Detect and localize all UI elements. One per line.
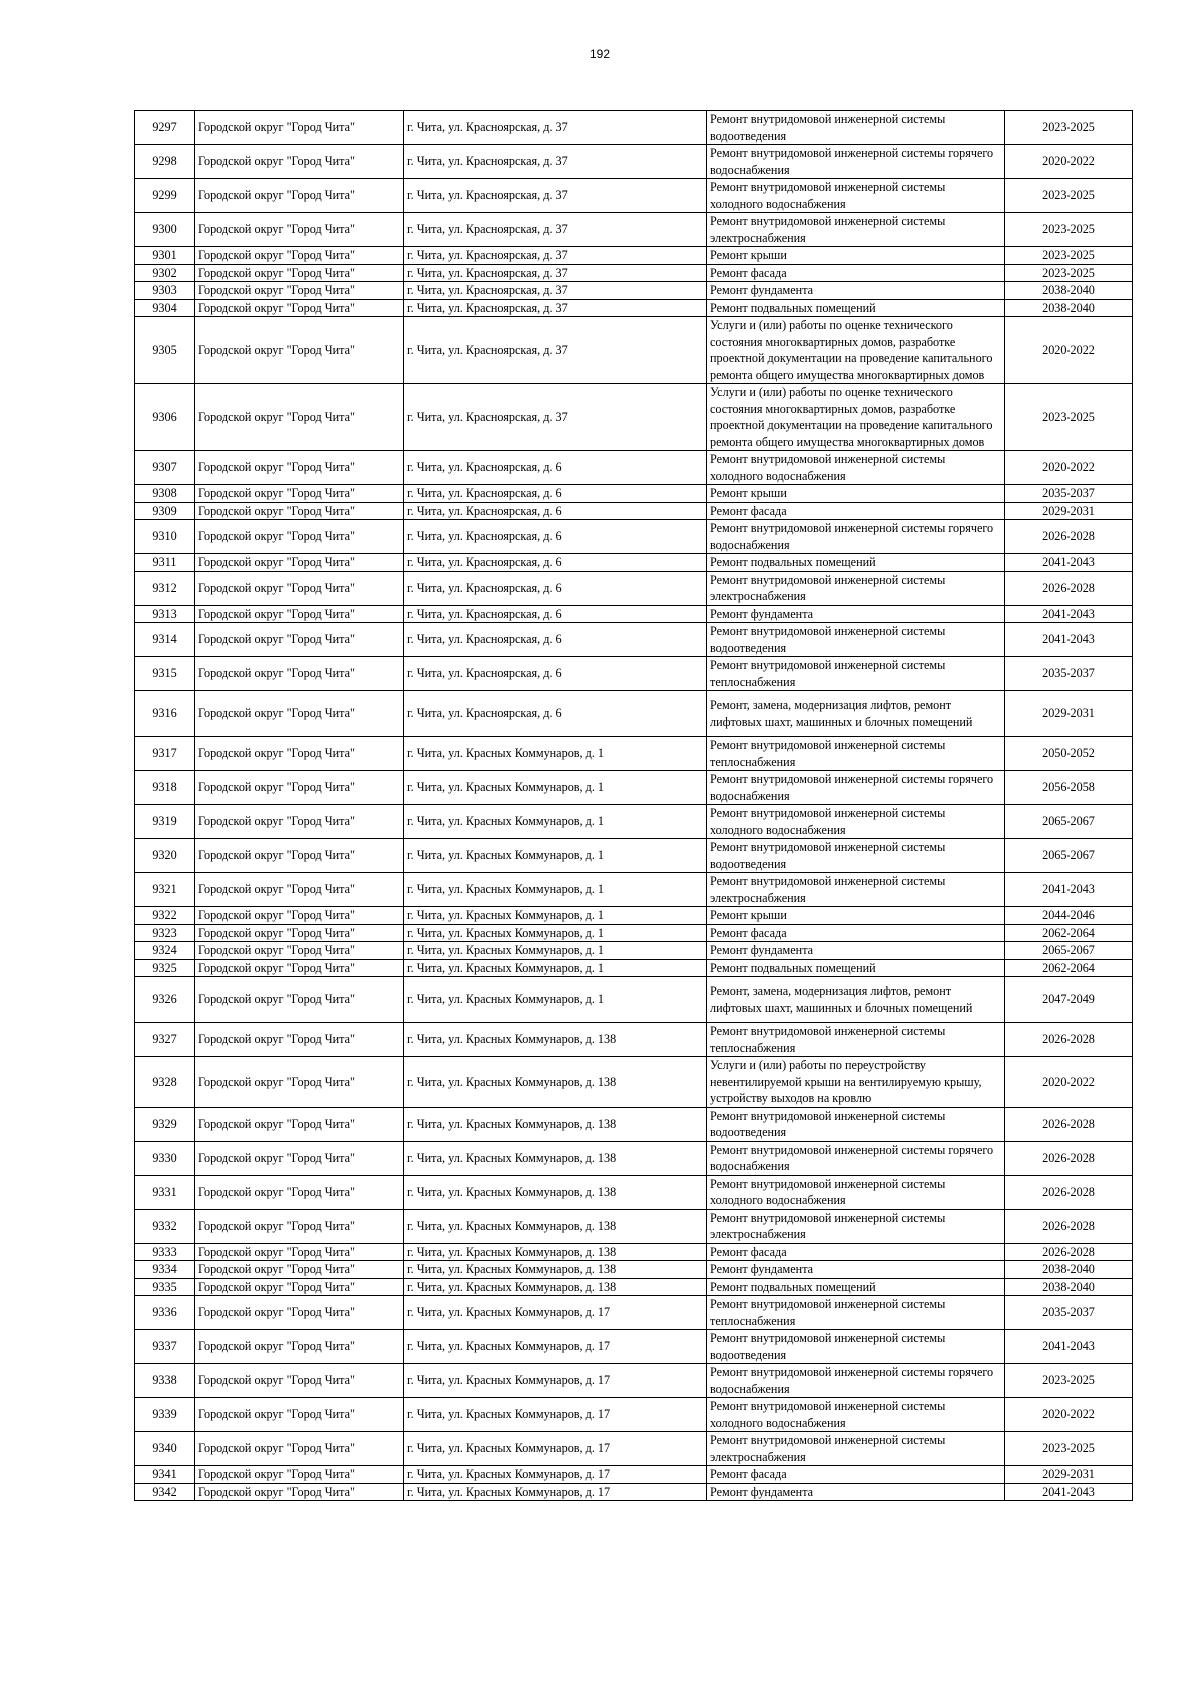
table-row: [135, 605, 1133, 623]
cell-period: 2020-2022: [1005, 145, 1133, 179]
cell-work-type: Ремонт внутридомовой инженерной системы горячего водоснабжения: [707, 1141, 1005, 1175]
table-row: [135, 1107, 1133, 1141]
cell-work-type: Ремонт внутридомовой инженерной системы электроснабжения: [707, 213, 1005, 247]
cell-address: г. Чита, ул. Красных Коммунаров, д. 17: [404, 1296, 707, 1330]
cell-period: 2026-2028: [1005, 520, 1133, 554]
table-row: [135, 1330, 1133, 1364]
cell-work-type: Ремонт внутридомовой инженерной системы водоотведения: [707, 111, 1005, 145]
cell-address: г. Чита, ул. Красноярская, д. 6: [404, 485, 707, 503]
cell-work-type: Ремонт подвальных помещений: [707, 1278, 1005, 1296]
cell-period: 2065-2067: [1005, 839, 1133, 873]
cell-work-type: Ремонт внутридомовой инженерной системы водоотведения: [707, 623, 1005, 657]
cell-period: 2056-2058: [1005, 771, 1133, 805]
table-row: [135, 317, 1133, 384]
cell-address: г. Чита, ул. Красноярская, д. 6: [404, 520, 707, 554]
cell-number: 9315: [135, 657, 195, 691]
cell-period: 2023-2025: [1005, 264, 1133, 282]
cell-number: 9328: [135, 1057, 195, 1108]
cell-address: г. Чита, ул. Красноярская, д. 6: [404, 657, 707, 691]
cell-municipality: Городской округ "Город Чита": [195, 1330, 404, 1364]
cell-municipality: Городской округ "Город Чита": [195, 1296, 404, 1330]
table-row: [135, 485, 1133, 503]
cell-number: 9323: [135, 924, 195, 942]
cell-period: 2038-2040: [1005, 1261, 1133, 1279]
cell-period: 2050-2052: [1005, 737, 1133, 771]
cell-number: 9336: [135, 1296, 195, 1330]
cell-number: 9339: [135, 1398, 195, 1432]
cell-number: 9307: [135, 451, 195, 485]
cell-address: г. Чита, ул. Красноярская, д. 6: [404, 623, 707, 657]
cell-municipality: Городской округ "Город Чита": [195, 657, 404, 691]
cell-municipality: Городской округ "Город Чита": [195, 384, 404, 451]
cell-address: г. Чита, ул. Красных Коммунаров, д. 1: [404, 907, 707, 925]
cell-address: г. Чита, ул. Красных Коммунаров, д. 1: [404, 805, 707, 839]
table-row: [135, 924, 1133, 942]
cell-municipality: Городской округ "Город Чита": [195, 1483, 404, 1501]
cell-work-type: Ремонт внутридомовой инженерной системы холодного водоснабжения: [707, 1398, 1005, 1432]
cell-work-type: Ремонт внутридомовой инженерной системы электроснабжения: [707, 571, 1005, 605]
cell-municipality: Городской округ "Город Чита": [195, 942, 404, 960]
table-body: [135, 111, 1133, 1501]
cell-number: 9314: [135, 623, 195, 657]
cell-municipality: Городской округ "Город Чита": [195, 924, 404, 942]
cell-address: г. Чита, ул. Красноярская, д. 6: [404, 451, 707, 485]
cell-period: 2062-2064: [1005, 924, 1133, 942]
cell-work-type: Ремонт внутридомовой инженерной системы холодного водоснабжения: [707, 451, 1005, 485]
cell-period: 2044-2046: [1005, 907, 1133, 925]
cell-work-type: Ремонт внутридомовой инженерной системы теплоснабжения: [707, 737, 1005, 771]
cell-number: 9341: [135, 1466, 195, 1484]
cell-work-type: Услуги и (или) работы по оценке технического состояния многоквартирных домов, разработке проектной документации на проведение капитального ремонта общего имущества многоквартирных домов: [707, 317, 1005, 384]
cell-municipality: Городской округ "Город Чита": [195, 1364, 404, 1398]
cell-municipality: Городской округ "Город Чита": [195, 111, 404, 145]
cell-period: 2023-2025: [1005, 213, 1133, 247]
table-row: [135, 264, 1133, 282]
cell-number: 9304: [135, 299, 195, 317]
table-row: [135, 623, 1133, 657]
cell-municipality: Городской округ "Город Чита": [195, 605, 404, 623]
cell-period: 2029-2031: [1005, 1466, 1133, 1484]
cell-municipality: Городской округ "Город Чита": [195, 1057, 404, 1108]
cell-work-type: Ремонт фасада: [707, 502, 1005, 520]
cell-period: 2023-2025: [1005, 384, 1133, 451]
cell-municipality: Городской округ "Город Чита": [195, 213, 404, 247]
cell-period: 2041-2043: [1005, 605, 1133, 623]
cell-address: г. Чита, ул. Красных Коммунаров, д. 1: [404, 942, 707, 960]
cell-municipality: Городской округ "Город Чита": [195, 1398, 404, 1432]
cell-period: 2065-2067: [1005, 942, 1133, 960]
table-row: [135, 805, 1133, 839]
cell-number: 9320: [135, 839, 195, 873]
table-row: [135, 1466, 1133, 1484]
table-row: [135, 959, 1133, 977]
cell-work-type: Ремонт внутридомовой инженерной системы электроснабжения: [707, 873, 1005, 907]
cell-period: 2020-2022: [1005, 1057, 1133, 1108]
cell-address: г. Чита, ул. Красных Коммунаров, д. 138: [404, 1261, 707, 1279]
cell-address: г. Чита, ул. Красных Коммунаров, д. 1: [404, 873, 707, 907]
table-row: [135, 1278, 1133, 1296]
table-row: [135, 1296, 1133, 1330]
cell-address: г. Чита, ул. Красных Коммунаров, д. 1: [404, 977, 707, 1023]
cell-number: 9337: [135, 1330, 195, 1364]
cell-period: 2020-2022: [1005, 1398, 1133, 1432]
cell-municipality: Городской округ "Город Чита": [195, 1175, 404, 1209]
cell-address: г. Чита, ул. Красных Коммунаров, д. 17: [404, 1398, 707, 1432]
cell-period: 2029-2031: [1005, 502, 1133, 520]
cell-address: г. Чита, ул. Красных Коммунаров, д. 17: [404, 1364, 707, 1398]
cell-municipality: Городской округ "Город Чита": [195, 1432, 404, 1466]
cell-work-type: Ремонт крыши: [707, 485, 1005, 503]
table-row: [135, 657, 1133, 691]
cell-period: 2026-2028: [1005, 1023, 1133, 1057]
cell-period: 2023-2025: [1005, 247, 1133, 265]
cell-municipality: Городской округ "Город Чита": [195, 299, 404, 317]
cell-work-type: Ремонт внутридомовой инженерной системы водоотведения: [707, 1330, 1005, 1364]
cell-work-type: Ремонт фасада: [707, 264, 1005, 282]
cell-work-type: Ремонт подвальных помещений: [707, 554, 1005, 572]
cell-address: г. Чита, ул. Красных Коммунаров, д. 17: [404, 1330, 707, 1364]
cell-work-type: Ремонт фасада: [707, 1466, 1005, 1484]
cell-work-type: Ремонт внутридомовой инженерной системы электроснабжения: [707, 1432, 1005, 1466]
cell-municipality: Городской округ "Город Чита": [195, 1261, 404, 1279]
cell-municipality: Городской округ "Город Чита": [195, 1209, 404, 1243]
cell-number: 9299: [135, 179, 195, 213]
table-row: [135, 111, 1133, 145]
cell-work-type: Ремонт внутридомовой инженерной системы холодного водоснабжения: [707, 179, 1005, 213]
cell-work-type: Ремонт внутридомовой инженерной системы теплоснабжения: [707, 1296, 1005, 1330]
cell-address: г. Чита, ул. Красных Коммунаров, д. 17: [404, 1432, 707, 1466]
cell-address: г. Чита, ул. Красноярская, д. 37: [404, 384, 707, 451]
cell-number: 9306: [135, 384, 195, 451]
cell-work-type: Ремонт внутридомовой инженерной системы теплоснабжения: [707, 1023, 1005, 1057]
cell-number: 9326: [135, 977, 195, 1023]
table-row: [135, 571, 1133, 605]
cell-period: 2026-2028: [1005, 1141, 1133, 1175]
table-row: [135, 1243, 1133, 1261]
table-row: [135, 691, 1133, 737]
cell-address: г. Чита, ул. Красноярская, д. 37: [404, 317, 707, 384]
cell-number: 9334: [135, 1261, 195, 1279]
cell-period: 2023-2025: [1005, 1364, 1133, 1398]
cell-period: 2047-2049: [1005, 977, 1133, 1023]
cell-period: 2035-2037: [1005, 657, 1133, 691]
cell-municipality: Городской округ "Город Чита": [195, 485, 404, 503]
table-row: [135, 145, 1133, 179]
cell-address: г. Чита, ул. Красноярская, д. 37: [404, 247, 707, 265]
cell-work-type: Ремонт крыши: [707, 247, 1005, 265]
cell-period: 2026-2028: [1005, 1175, 1133, 1209]
table-row: [135, 771, 1133, 805]
cell-number: 9303: [135, 282, 195, 300]
cell-number: 9321: [135, 873, 195, 907]
cell-work-type: Ремонт внутридомовой инженерной системы холодного водоснабжения: [707, 1175, 1005, 1209]
table-row: [135, 502, 1133, 520]
cell-address: г. Чита, ул. Красноярская, д. 37: [404, 111, 707, 145]
table-row: [135, 520, 1133, 554]
cell-work-type: Ремонт фундамента: [707, 1261, 1005, 1279]
cell-address: г. Чита, ул. Красных Коммунаров, д. 138: [404, 1175, 707, 1209]
cell-municipality: Городской округ "Город Чита": [195, 907, 404, 925]
cell-period: 2062-2064: [1005, 959, 1133, 977]
cell-work-type: Ремонт, замена, модернизация лифтов, ремонт лифтовых шахт, машинных и блочных помещений: [707, 691, 1005, 737]
cell-period: 2020-2022: [1005, 317, 1133, 384]
cell-period: 2065-2067: [1005, 805, 1133, 839]
cell-address: г. Чита, ул. Красных Коммунаров, д. 1: [404, 737, 707, 771]
capital-repair-table: [134, 110, 1133, 1501]
cell-municipality: Городской округ "Город Чита": [195, 1243, 404, 1261]
cell-address: г. Чита, ул. Красноярская, д. 6: [404, 554, 707, 572]
cell-period: 2026-2028: [1005, 1243, 1133, 1261]
cell-work-type: Ремонт фундамента: [707, 282, 1005, 300]
cell-municipality: Городской округ "Город Чита": [195, 1023, 404, 1057]
cell-number: 9312: [135, 571, 195, 605]
cell-municipality: Городской округ "Город Чита": [195, 317, 404, 384]
cell-period: 2029-2031: [1005, 691, 1133, 737]
cell-number: 9317: [135, 737, 195, 771]
cell-period: 2035-2037: [1005, 1296, 1133, 1330]
cell-number: 9309: [135, 502, 195, 520]
cell-municipality: Городской округ "Город Чита": [195, 977, 404, 1023]
cell-number: 9316: [135, 691, 195, 737]
cell-address: г. Чита, ул. Красноярская, д. 6: [404, 502, 707, 520]
cell-period: 2035-2037: [1005, 485, 1133, 503]
cell-work-type: Ремонт внутридомовой инженерной системы водоотведения: [707, 1107, 1005, 1141]
table-row: [135, 1483, 1133, 1501]
cell-number: 9338: [135, 1364, 195, 1398]
cell-work-type: Ремонт фундамента: [707, 605, 1005, 623]
cell-number: 9300: [135, 213, 195, 247]
cell-municipality: Городской округ "Город Чита": [195, 554, 404, 572]
cell-period: 2041-2043: [1005, 1330, 1133, 1364]
table-row: [135, 1057, 1133, 1108]
table-row: [135, 1364, 1133, 1398]
cell-municipality: Городской округ "Город Чита": [195, 247, 404, 265]
cell-address: г. Чита, ул. Красных Коммунаров, д. 138: [404, 1243, 707, 1261]
cell-period: 2041-2043: [1005, 1483, 1133, 1501]
cell-period: 2020-2022: [1005, 451, 1133, 485]
cell-number: 9324: [135, 942, 195, 960]
cell-municipality: Городской округ "Город Чита": [195, 451, 404, 485]
cell-period: 2038-2040: [1005, 1278, 1133, 1296]
table-row: [135, 737, 1133, 771]
table-row: [135, 384, 1133, 451]
cell-municipality: Городской округ "Город Чита": [195, 179, 404, 213]
cell-work-type: Ремонт подвальных помещений: [707, 299, 1005, 317]
cell-municipality: Городской округ "Город Чита": [195, 1466, 404, 1484]
cell-number: 9342: [135, 1483, 195, 1501]
cell-number: 9325: [135, 959, 195, 977]
cell-work-type: Ремонт внутридомовой инженерной системы водоотведения: [707, 839, 1005, 873]
cell-period: 2041-2043: [1005, 623, 1133, 657]
cell-work-type: Ремонт фундамента: [707, 942, 1005, 960]
cell-work-type: Ремонт внутридомовой инженерной системы горячего водоснабжения: [707, 520, 1005, 554]
cell-municipality: Городской округ "Город Чита": [195, 805, 404, 839]
cell-number: 9332: [135, 1209, 195, 1243]
cell-municipality: Городской округ "Город Чита": [195, 282, 404, 300]
cell-number: 9305: [135, 317, 195, 384]
table-row: [135, 1023, 1133, 1057]
cell-address: г. Чита, ул. Красноярская, д. 37: [404, 145, 707, 179]
cell-address: г. Чита, ул. Красных Коммунаров, д. 17: [404, 1483, 707, 1501]
cell-work-type: Ремонт внутридомовой инженерной системы горячего водоснабжения: [707, 145, 1005, 179]
cell-municipality: Городской округ "Город Чита": [195, 959, 404, 977]
cell-address: г. Чита, ул. Красных Коммунаров, д. 138: [404, 1141, 707, 1175]
table-row: [135, 1175, 1133, 1209]
cell-work-type: Ремонт внутридомовой инженерной системы горячего водоснабжения: [707, 771, 1005, 805]
cell-municipality: Городской округ "Город Чита": [195, 571, 404, 605]
table-row: [135, 247, 1133, 265]
cell-address: г. Чита, ул. Красноярская, д. 6: [404, 571, 707, 605]
table-row: [135, 1209, 1133, 1243]
cell-address: г. Чита, ул. Красноярская, д. 6: [404, 691, 707, 737]
cell-number: 9311: [135, 554, 195, 572]
cell-address: г. Чита, ул. Красных Коммунаров, д. 138: [404, 1278, 707, 1296]
table-row: [135, 282, 1133, 300]
cell-municipality: Городской округ "Город Чита": [195, 1107, 404, 1141]
table-row: [135, 299, 1133, 317]
cell-period: 2041-2043: [1005, 873, 1133, 907]
cell-number: 9331: [135, 1175, 195, 1209]
cell-work-type: Услуги и (или) работы по переустройству невентилируемой крыши на вентилируемую крышу, устройству выходов на кровлю: [707, 1057, 1005, 1108]
table-row: [135, 554, 1133, 572]
cell-period: 2026-2028: [1005, 571, 1133, 605]
cell-period: 2023-2025: [1005, 1432, 1133, 1466]
cell-address: г. Чита, ул. Красных Коммунаров, д. 138: [404, 1057, 707, 1108]
cell-number: 9298: [135, 145, 195, 179]
cell-municipality: Городской округ "Город Чита": [195, 873, 404, 907]
cell-number: 9329: [135, 1107, 195, 1141]
cell-work-type: Ремонт крыши: [707, 907, 1005, 925]
cell-number: 9301: [135, 247, 195, 265]
cell-address: г. Чита, ул. Красных Коммунаров, д. 138: [404, 1209, 707, 1243]
cell-number: 9318: [135, 771, 195, 805]
cell-work-type: Ремонт фасада: [707, 1243, 1005, 1261]
cell-work-type: Ремонт внутридомовой инженерной системы теплоснабжения: [707, 657, 1005, 691]
cell-period: 2023-2025: [1005, 179, 1133, 213]
cell-number: 9310: [135, 520, 195, 554]
cell-number: 9319: [135, 805, 195, 839]
cell-period: 2038-2040: [1005, 282, 1133, 300]
cell-period: 2038-2040: [1005, 299, 1133, 317]
cell-municipality: Городской округ "Город Чита": [195, 264, 404, 282]
cell-address: г. Чита, ул. Красноярская, д. 37: [404, 213, 707, 247]
cell-number: 9313: [135, 605, 195, 623]
cell-number: 9308: [135, 485, 195, 503]
table-row: [135, 839, 1133, 873]
cell-work-type: Ремонт фундамента: [707, 1483, 1005, 1501]
cell-address: г. Чита, ул. Красных Коммунаров, д. 1: [404, 924, 707, 942]
cell-work-type: Ремонт фасада: [707, 924, 1005, 942]
cell-number: 9335: [135, 1278, 195, 1296]
cell-period: 2023-2025: [1005, 111, 1133, 145]
cell-address: г. Чита, ул. Красноярская, д. 6: [404, 605, 707, 623]
table-row: [135, 213, 1133, 247]
cell-work-type: Ремонт внутридомовой инженерной системы горячего водоснабжения: [707, 1364, 1005, 1398]
cell-work-type: Ремонт внутридомовой инженерной системы холодного водоснабжения: [707, 805, 1005, 839]
cell-address: г. Чита, ул. Красноярская, д. 37: [404, 264, 707, 282]
cell-municipality: Городской округ "Город Чита": [195, 839, 404, 873]
cell-number: 9330: [135, 1141, 195, 1175]
cell-municipality: Городской округ "Город Чита": [195, 502, 404, 520]
cell-number: 9327: [135, 1023, 195, 1057]
cell-number: 9297: [135, 111, 195, 145]
cell-municipality: Городской округ "Город Чита": [195, 1278, 404, 1296]
cell-municipality: Городской округ "Город Чита": [195, 520, 404, 554]
table-row: [135, 977, 1133, 1023]
table-row: [135, 1141, 1133, 1175]
cell-address: г. Чита, ул. Красных Коммунаров, д. 1: [404, 771, 707, 805]
cell-number: 9322: [135, 907, 195, 925]
cell-address: г. Чита, ул. Красноярская, д. 37: [404, 282, 707, 300]
cell-address: г. Чита, ул. Красных Коммунаров, д. 138: [404, 1023, 707, 1057]
table-row: [135, 907, 1133, 925]
cell-municipality: Городской округ "Город Чита": [195, 623, 404, 657]
cell-work-type: Ремонт внутридомовой инженерной системы электроснабжения: [707, 1209, 1005, 1243]
table-row: [135, 873, 1133, 907]
cell-address: г. Чита, ул. Красноярская, д. 37: [404, 179, 707, 213]
table-row: [135, 1261, 1133, 1279]
cell-municipality: Городской округ "Город Чита": [195, 737, 404, 771]
cell-address: г. Чита, ул. Красных Коммунаров, д. 1: [404, 959, 707, 977]
cell-municipality: Городской округ "Город Чита": [195, 1141, 404, 1175]
cell-work-type: Услуги и (или) работы по оценке технического состояния многоквартирных домов, разработке проектной документации на проведение капитального ремонта общего имущества многоквартирных домов: [707, 384, 1005, 451]
cell-work-type: Ремонт подвальных помещений: [707, 959, 1005, 977]
cell-work-type: Ремонт, замена, модернизация лифтов, ремонт лифтовых шахт, машинных и блочных помещений: [707, 977, 1005, 1023]
cell-number: 9340: [135, 1432, 195, 1466]
cell-number: 9333: [135, 1243, 195, 1261]
cell-period: 2026-2028: [1005, 1209, 1133, 1243]
cell-municipality: Городской округ "Город Чита": [195, 771, 404, 805]
table-row: [135, 1432, 1133, 1466]
table-row: [135, 179, 1133, 213]
table-row: [135, 1398, 1133, 1432]
cell-municipality: Городской округ "Город Чита": [195, 145, 404, 179]
table-row: [135, 942, 1133, 960]
cell-municipality: Городской округ "Город Чита": [195, 691, 404, 737]
table-row: [135, 451, 1133, 485]
cell-period: 2041-2043: [1005, 554, 1133, 572]
cell-address: г. Чита, ул. Красноярская, д. 37: [404, 299, 707, 317]
cell-period: 2026-2028: [1005, 1107, 1133, 1141]
cell-address: г. Чита, ул. Красных Коммунаров, д. 138: [404, 1107, 707, 1141]
cell-address: г. Чита, ул. Красных Коммунаров, д. 17: [404, 1466, 707, 1484]
cell-address: г. Чита, ул. Красных Коммунаров, д. 1: [404, 839, 707, 873]
cell-number: 9302: [135, 264, 195, 282]
page-number: 192: [589, 47, 611, 61]
